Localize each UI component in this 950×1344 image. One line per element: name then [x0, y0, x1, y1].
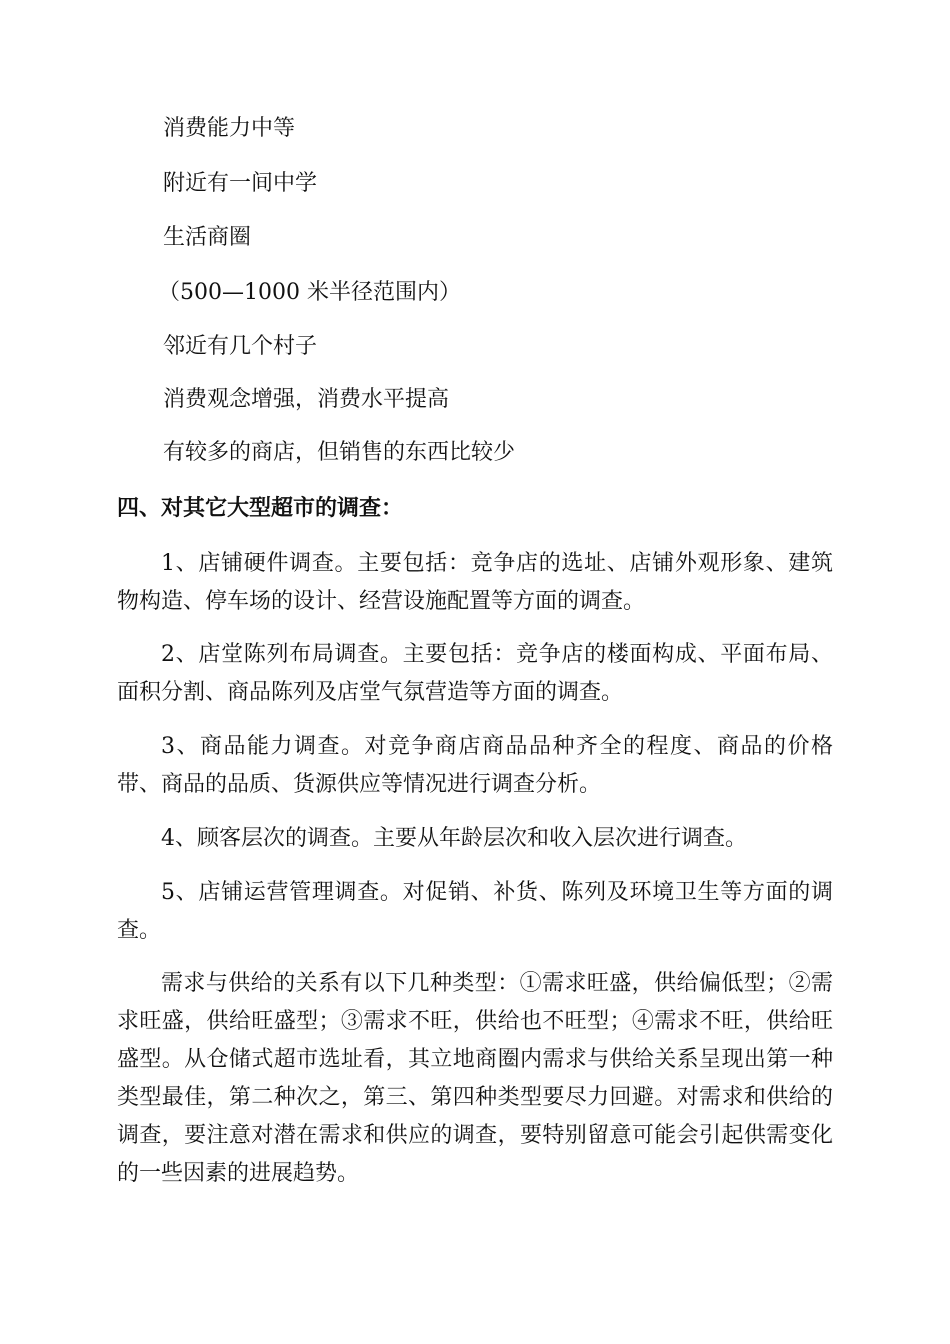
text-line: 有较多的商店，但销售的东西比较少	[163, 440, 516, 465]
paragraph: 5、店铺运营管理调查。对促销、补货、陈列及环境卫生等方面的调查。	[117, 880, 833, 943]
text-line: 附近有一间中学	[163, 171, 318, 196]
text-line: 邻近有几个村子	[163, 334, 318, 359]
section-heading: 四、对其它大型超市的调查：	[117, 495, 404, 521]
paragraph: 1、店铺硬件调查。主要包括：竞争店的选址、店铺外观形象、建筑物构造、停车场的设计、经营设施配置等方面的调查。	[117, 551, 833, 614]
text-line: （500—1000 米半径范围内）	[158, 280, 461, 305]
text-line: 消费能力中等	[163, 116, 296, 141]
text-line: 消费观念增强，消费水平提高	[163, 387, 450, 412]
paragraph: 需求与供给的关系有以下几种类型：①需求旺盛，供给偏低型；②需求旺盛，供给旺盛型；③需求不旺，供给也不旺型；④需求不旺，供给旺盛型。从仓储式超市选址看，其立地商圈内需求与供给关系呈现出第一种类型最佳，第二种次之，第三、第四种类型要尽力回避。对需求和供给的调查，要注意对潜在需求和供应的调查，要特别留意可能会引起供需变化的一些因素的进展趋势。	[117, 971, 833, 1186]
paragraph: 2、店堂陈列布局调查。主要包括：竞争店的楼面构成、平面布局、面积分割、商品陈列及店堂气氛营造等方面的调查。	[117, 642, 833, 705]
paragraph: 3、商品能力调查。对竞争商店商品品种齐全的程度、商品的价格带、商品的品质、货源供应等情况进行调查分析。	[117, 734, 833, 797]
paragraph: 4、顾客层次的调查。主要从年龄层次和收入层次进行调查。	[161, 826, 747, 851]
text-line: 生活商圈	[163, 225, 252, 250]
